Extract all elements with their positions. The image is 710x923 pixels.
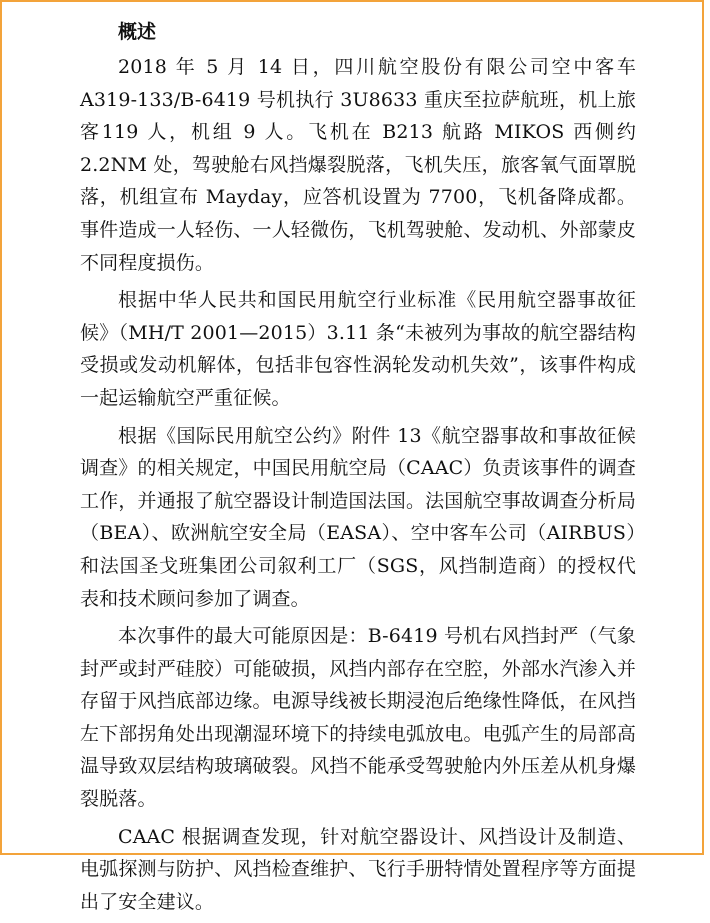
section-title: 概述 bbox=[118, 21, 157, 43]
document-body bbox=[80, 18, 636, 923]
paragraph-investigation: 根据《国际民用航空公约》附件 13《航空器事故和事故征候调查》的相关规定，中国民用航空局（CAAC）负责该事件的调查工作，并通报了航空器设计制造国法国。法国航空事故调查分析局（BEA）、欧洲航空安全局（EASA）、空中客车公司（AIRBUS）和法国圣戈班集团公司叙利工厂（SGS，风挡制造商）的授权代表和技术顾问参加了调查。 bbox=[80, 424, 636, 610]
paragraph-event-summary: 2018 年 5 月 14 日，四川航空股份有限公司空中客车A319-133/B-6419 号机执行 3U8633 重庆至拉萨航班，机上旅客119 人，机组 9 人。飞机在 B213 航路 MIKOS 西侧约 2.2NM 处，驾驶舱右风挡爆裂脱落，飞机失压，旅客氧气面罩脱落，机组宣布 Mayday，应答机设置为 7700，飞机备降成都。事件造成一人轻伤、一人轻微伤，飞机驾驶舱、发动机、外部蒙皮不同程度损伤。 bbox=[80, 56, 636, 274]
paragraph-probable-cause: 本次事件的最大可能原因是：B-6419 号机右风挡封严（气象封严或封严硅胶）可能破损，风挡内部存在空腔，外部水汽渗入并存留于风挡底部边缘。电源导线被长期浸泡后绝缘性降低，在风挡左下部拐角处出现潮湿环境下的持续电弧放电。电弧产生的局部高温导致双层结构玻璃破裂。风挡不能承受驾驶舱内外压差从机身爆裂脱落。 bbox=[80, 625, 636, 811]
paragraph-classification: 根据中华人民共和国民用航空行业标准《民用航空器事故征候》（MH/T 2001—2015）3.11 条“未被列为事故的航空器结构受损或发动机解体，包括非包容性涡轮发动机失效”，该事件构成一起运输航空严重征候。 bbox=[80, 289, 636, 409]
paragraph-recommendations: CAAC 根据调查发现，针对航空器设计、风挡设计及制造、电弧探测与防护、风挡检查维护、飞行手册特情处置程序等方面提出了安全建议。 bbox=[80, 825, 636, 913]
